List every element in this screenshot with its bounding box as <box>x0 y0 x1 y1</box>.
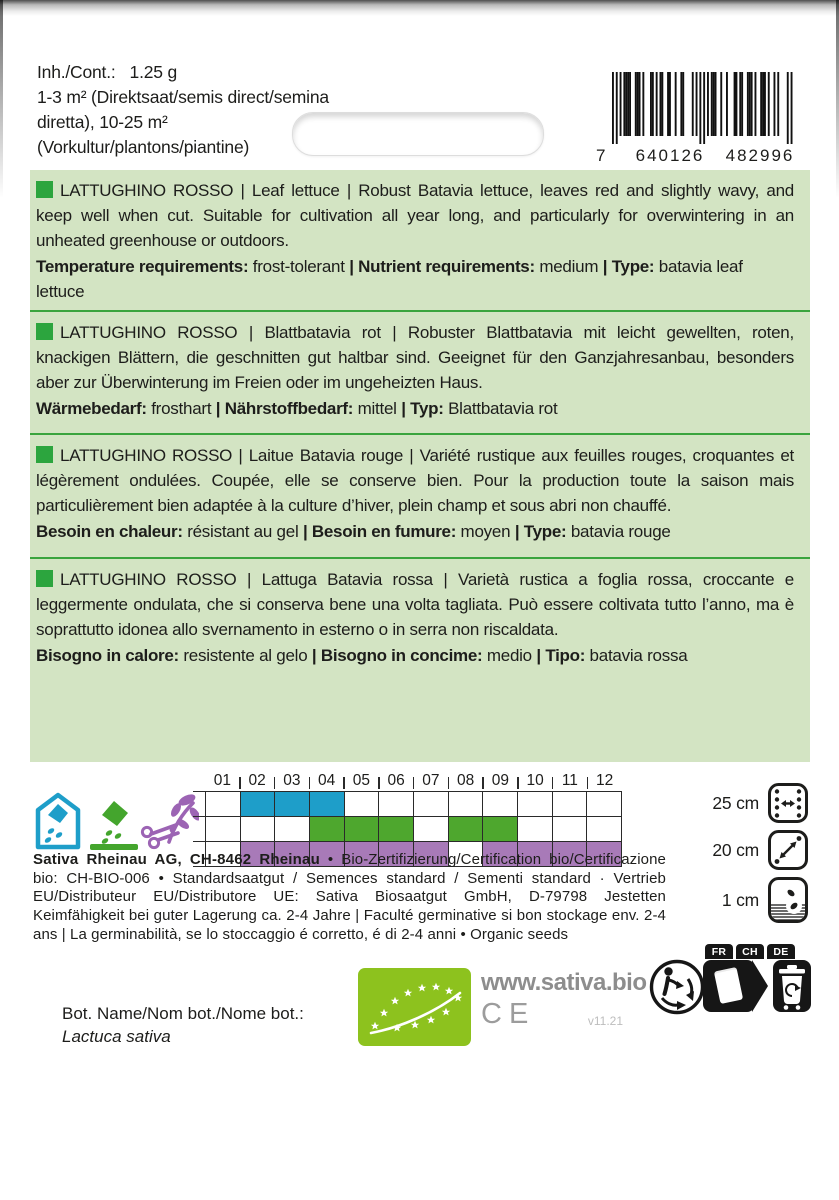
specs-it: Bisogno in calore: resistente al gelo | Bisogno in concime: medio | Tipo: batavia rossa <box>36 646 688 665</box>
calendar-month: 06 <box>379 772 414 791</box>
calendar-cell <box>448 817 483 841</box>
packet-left-edge <box>0 0 3 220</box>
company-name: Sativa Rheinau AG, CH-8462 Rheinau <box>33 851 320 868</box>
barcode-bars <box>612 72 794 146</box>
calendar-cell <box>552 817 587 841</box>
green-square-icon <box>36 446 53 463</box>
calendar-month: 04 <box>309 772 344 791</box>
calendar-month: 07 <box>414 772 449 791</box>
green-square-icon <box>36 181 53 198</box>
section-french <box>30 433 810 557</box>
calendar-cell <box>413 792 448 816</box>
calendar-month: 02 <box>240 772 275 791</box>
calendar-month: 01 <box>213 772 231 789</box>
calendar-cell <box>482 792 517 816</box>
botanical-name <box>62 1002 304 1048</box>
company-info <box>33 851 666 945</box>
description-text-en: LATTUGHINO ROSSO | Leaf lettuce | Robust Batavia lettuce, leaves red and slightly wavy, and keep well when cut. Suitable for cultivation all year long, and particularly for overwintering in an unheated greenhouse or outdoors. <box>36 181 794 250</box>
specs-de: Wärmebedarf: frosthart | Nährstoffbedarf: mittel | Typ: Blattbatavia rot <box>36 399 558 418</box>
contents-value: 1.25 g <box>129 62 178 82</box>
calendar-month: 10 <box>518 772 553 791</box>
contents-label: Inh./Cont.: <box>37 62 116 82</box>
calendar-cell <box>378 792 413 816</box>
country-tabs <box>703 944 811 959</box>
barcode-digits: 7 640126 482996 <box>596 146 795 165</box>
triman-recycling-icon <box>648 956 706 1020</box>
recycling-bin-icon <box>773 960 811 1012</box>
green-square-icon <box>36 570 53 587</box>
description-text-fr: LATTUGHINO ROSSO | Laitue Batavia rouge | Variété rustique aux feuilles rouges, croquantes et légèrement ondulées. Coupée, elle se conserve bien. Pour la production toute la saison mais particulièrement bien adaptée à la culture d’hiver, plein champ et sous abri non chauffé. <box>36 446 794 515</box>
calendar-month: 05 <box>344 772 379 791</box>
section-german <box>30 310 810 433</box>
area-info: 1-3 m² (Direktsaat/semis direct/semina diretta), 10-25 m² (Vorkultur/plantons/piantine) <box>37 87 329 157</box>
description-text-it: LATTUGHINO ROSSO | Lattuga Batavia rossa | Varietà rustica a foglia rossa, croccante e leggermente ondulata, che si conserva bene una volta tagliata. Può essere coltivata tutto l’anno, ma è soprattutto idonea allo svernamento in esterno o in serra non riscaldata. <box>36 570 794 639</box>
calendar-cell <box>274 792 309 816</box>
calendar-cell <box>344 792 379 816</box>
calendar-cell <box>517 817 552 841</box>
calendar-cell <box>482 817 517 841</box>
plant-spacing-label: 20 cm <box>712 839 759 860</box>
section-english <box>30 170 810 310</box>
plant-spacing <box>696 830 808 870</box>
calendar-cell <box>309 792 344 816</box>
sowing-depth-label: 1 cm <box>721 889 759 910</box>
tab-fr: FR <box>705 944 733 959</box>
barcode <box>596 72 806 167</box>
description-text-de: LATTUGHINO ROSSO | Blattbatavia rot | Robuster Blattbatavia mit leicht gewellten, roten, knackigen Blättern, die geschnitten gut haltbar sind. Geeignet für den Ganzjahresanbau, besonders aber zur Überwinterung im Freien oder im ungeheizten Haus. <box>36 323 794 392</box>
calendar-month-header <box>193 769 622 791</box>
calendar-cell <box>309 817 344 841</box>
calendar-cell <box>378 817 413 841</box>
sowing-depth <box>696 877 808 923</box>
packet-top-edge <box>0 0 839 16</box>
calendar-row-sowing-under-glass <box>193 791 622 816</box>
envelope-icon <box>714 967 743 1004</box>
packet-pictogram <box>703 960 755 1012</box>
sowing-depth-icon <box>768 877 808 923</box>
description-panel <box>30 170 810 762</box>
version-label: v11.21 <box>587 1014 623 1028</box>
calendar-row-direct-sowing <box>193 816 622 841</box>
calendar-month: 03 <box>275 772 310 791</box>
contents-info <box>37 60 337 160</box>
calendar-month: 09 <box>483 772 518 791</box>
calendar-cell <box>240 792 275 816</box>
calendar-cell <box>413 817 448 841</box>
spacing-info <box>696 783 808 930</box>
calendar-month: 08 <box>448 772 483 791</box>
calendar-cell <box>205 817 240 841</box>
tab-ch: CH <box>736 944 764 959</box>
calendar-cell <box>344 817 379 841</box>
calendar-cell <box>274 817 309 841</box>
sowing-method-icons <box>35 790 200 852</box>
botanical-latin: Lactuca sativa <box>62 1027 171 1046</box>
website-url: www.sativa.bio <box>481 969 647 996</box>
specs-en: Temperature requirements: frost-tolerant | Nutrient requirements: medium | Type: batavia leaf lettuce <box>36 257 743 301</box>
specs-fr: Besoin en chaleur: résistant au gel | Besoin en fumure: moyen | Type: batavia rouge <box>36 522 671 541</box>
row-spacing-label: 25 cm <box>712 792 759 813</box>
calendar-month: 11 <box>553 772 588 791</box>
calendar-cell <box>448 792 483 816</box>
row-spacing-icon <box>768 783 808 823</box>
certification-text: • Bio-Zertifizierung/Certification bio/Certificazione bio: CH-BIO-006 • Standardsaatgut / Semences standard / Sementi standard · Vertrieb EU/Distributeur EU/Distributore UE: Sativa Biosaatgut GmbH, D-79798 Jestetten Keimfähigkeit bei guter Lagerung ca. 2-4 Jahre | Faculté germinative si bon stockage env. 2-4 ans | La germinabilità, se lo stoccaggio é corretto, é di 2-4 anni • Organic seeds <box>33 851 666 943</box>
greenhouse-sowing-icon <box>35 792 81 850</box>
botanical-label: Bot. Name/Nom bot./Nome bot.: <box>62 1004 304 1023</box>
calendar-cell <box>586 817 622 841</box>
direct-sowing-icon <box>90 800 138 850</box>
web-info <box>481 969 647 1030</box>
calendar-cell <box>586 792 622 816</box>
ce-mark: CE <box>481 998 536 1030</box>
row-spacing <box>696 783 808 823</box>
green-square-icon <box>36 323 53 340</box>
plant-spacing-icon <box>768 830 808 870</box>
harvest-scissors-icon <box>139 790 199 850</box>
section-italian <box>30 557 810 697</box>
bin-pictogram <box>773 960 811 1012</box>
arrow-right-icon <box>752 960 768 1012</box>
calendar-cell <box>205 792 240 816</box>
calendar-cell <box>517 792 552 816</box>
calendar-cell <box>240 817 275 841</box>
tab-de: DE <box>767 944 795 959</box>
eu-organic-logo <box>358 968 471 1046</box>
calendar-month: 12 <box>587 772 622 791</box>
disposal-label <box>703 944 811 1012</box>
calendar-cell <box>552 792 587 816</box>
